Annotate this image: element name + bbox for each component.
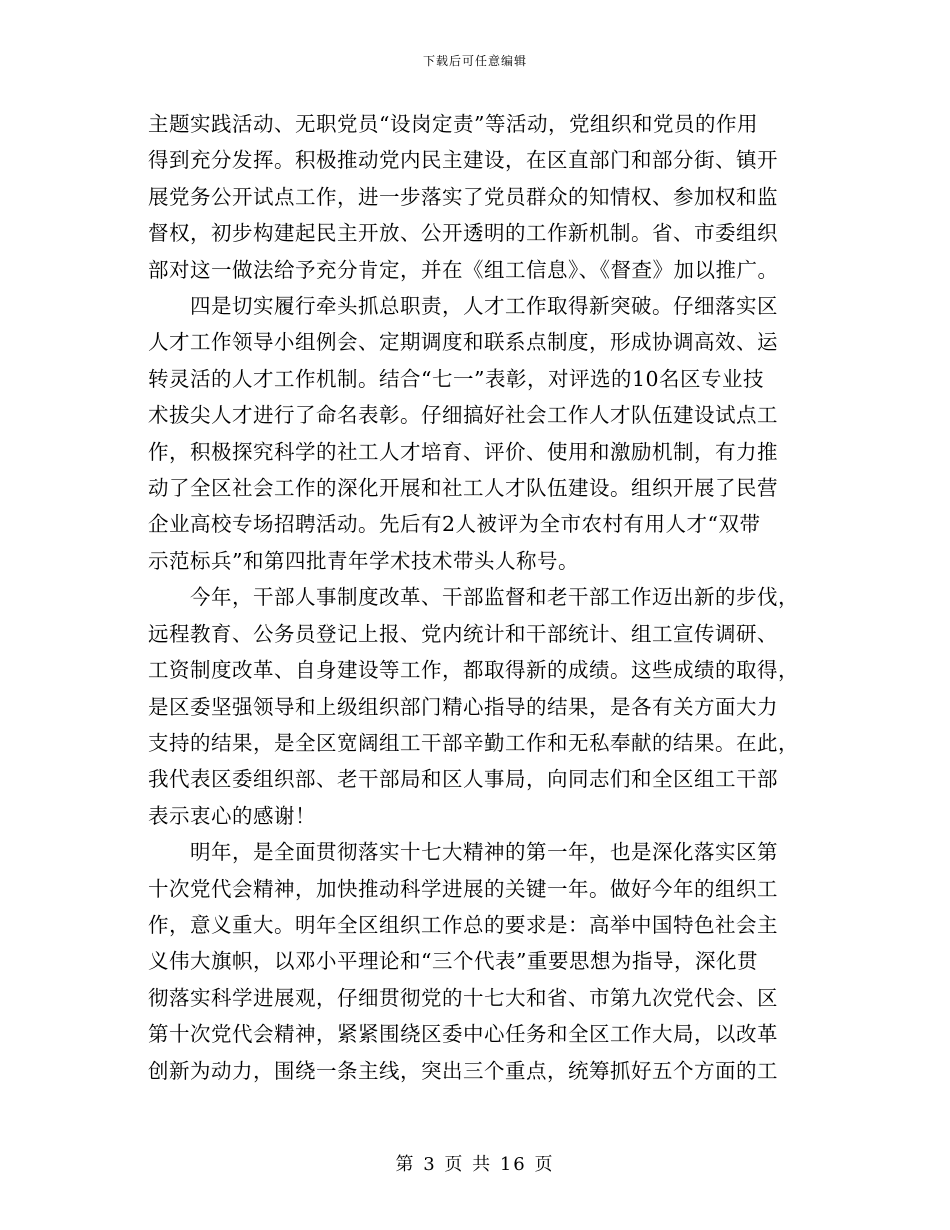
text-line: 义伟大旗帜，以邓小平理论和“三个代表”重要思想为指导，深化贯 [148,949,758,974]
text-line: 作，积极探究科学的社工人才培育、评价、使用和激励机制，有力推 [148,439,778,464]
document-body [148,106,798,1089]
text-line: 第十次党代会精神，紧紧围绕区委中心任务和全区工作大局，以改革 [148,1022,778,1047]
text-line: 彻落实科学进展观，仔细贯彻党的十七大和省、市第九次党代会、区 [148,985,778,1010]
text-line: 企业高校专场招聘活动。先后有2人被评为全市农村有用人才“双带 [148,512,761,537]
text-line: 工资制度改革、自身建设等工作，都取得新的成绩。这些成绩的取得， [148,658,799,683]
text-line: 展党务公开试点工作，进一步落实了党员群众的知情权、参加权和监 [148,184,778,209]
text-line: 部对这一做法给予充分肯定，并在《组工信息》、《督查》加以推广。 [148,257,779,282]
text-line: 示范标兵”和第四批青年学术技术带头人称号。 [148,548,579,573]
text-line: 十次党代会精神，加快推动科学进展的关键一年。做好今年的组织工 [148,876,778,901]
text-line: 督权，初步构建起民主开放、公开透明的工作新机制。省、市委组织 [148,221,778,246]
text-line: 远程教育、公务员登记上报、党内统计和干部统计、组工宣传调研、 [148,621,778,646]
page-header: 下载后可任意编辑 [422,54,527,68]
text-line: 支持的结果，是全区宽阔组工干部辛勤工作和无私奉献的结果。在此， [148,730,799,755]
text-line: 转灵活的人才工作机制。结合“七一”表彰，对评选的10名区专业技 [148,366,765,391]
text-line: 创新为动力，围绕一条主线，突出三个重点，统筹抓好五个方面的工 [148,1058,778,1083]
page-footer: 第 3 页 共 16 页 [395,1154,555,1175]
text-line: 人才工作领导小组例会、定期调度和联系点制度，形成协调高效、运 [148,330,778,355]
text-line: 是区委坚强领导和上级组织部门精心指导的结果，是各有关方面大力 [148,694,778,719]
text-line: 动了全区社会工作的深化开展和社工人才队伍建设。组织开展了民营 [148,476,778,501]
text-line: 术拔尖人才进行了命名表彰。仔细搞好社会工作人才队伍建设试点工 [148,403,778,428]
text-line: 主题实践活动、无职党员“设岗定责”等活动，党组织和党员的作用 [148,112,758,136]
text-line: 作，意义重大。明年全区组织工作总的要求是：高举中国特色社会主 [148,912,778,937]
text-line: 明年，是全面贯彻落实十七大精神的第一年，也是深化落实区第 [148,840,778,865]
text-line: 我代表区委组织部、老干部局和区人事局，向同志们和全区组工干部 [148,767,778,792]
text-line: 四是切实履行牵头抓总职责，人才工作取得新突破。仔细落实区 [148,294,778,319]
text-line: 表示衷心的感谢！ [148,803,316,828]
text-line: 得到充分发挥。积极推动党内民主建设，在区直部门和部分街、镇开 [148,148,778,173]
text-line: 今年，干部人事制度改革、干部监督和老干部工作迈出新的步伐， [148,585,799,610]
